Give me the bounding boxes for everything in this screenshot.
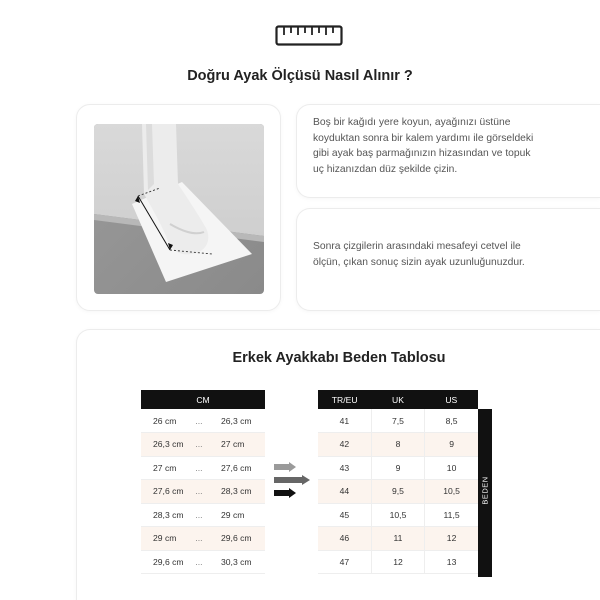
cm-to: 29 cm [207,503,265,527]
size-tr: 45 [318,503,371,527]
cm-from: 26 cm [141,409,191,433]
size-tr: 41 [318,409,371,433]
cm-sep: ... [191,480,207,504]
size-table-card [76,329,600,600]
size-us: 11,5 [425,503,478,527]
cm-from: 29 cm [141,527,191,551]
table-row [141,480,265,504]
table-row [318,480,478,504]
header-tr-eu: TR/EU [318,390,371,409]
cm-sep: ... [191,527,207,551]
size-us: 9 [425,433,478,457]
cm-to: 29,6 cm [207,527,265,551]
size-uk: 7,5 [371,409,424,433]
header-uk: UK [371,390,424,409]
instruction-card-step1 [296,104,600,198]
beden-label-text: BEDEN [480,476,490,505]
foot-measurement-image [94,124,264,294]
table-row [318,503,478,527]
cm-sep: ... [191,433,207,457]
size-uk: 12 [371,550,424,574]
size-uk: 10,5 [371,503,424,527]
table-row [141,409,265,433]
cm-sep: ... [191,409,207,433]
cm-to: 30,3 cm [207,550,265,574]
size-uk: 9,5 [371,480,424,504]
table-row [318,409,478,433]
size-uk: 8 [371,433,424,457]
size-tr: 42 [318,433,371,457]
cm-to: 27,6 cm [207,456,265,480]
instruction-step1-text: Boş bir kağıdı yere koyun, ayağınızı üstüne koyduktan sonra bir kalem yardımı ile görseldeki gibi ayak baş parmağınızın hizasından ve topuk uç hizanızdan düz şekilde çizin. [313,117,534,175]
cm-from: 29,6 cm [141,550,191,574]
instruction-card-step2 [296,208,600,311]
table-row [141,503,265,527]
size-uk: 11 [371,527,424,551]
table-row [141,456,265,480]
table-row [318,550,478,574]
size-us: 13 [425,550,478,574]
beden-side-label [478,409,492,577]
size-tr: 47 [318,550,371,574]
cm-sep: ... [191,503,207,527]
ruler-icon [275,25,343,46]
foot-measure-photo-card [76,104,281,311]
cm-sep: ... [191,550,207,574]
table-row [141,433,265,457]
cm-from: 28,3 cm [141,503,191,527]
table-row [141,527,265,551]
size-uk: 9 [371,456,424,480]
instruction-step2-text: Sonra çizgilerin arasındaki mesafeyi cetvel ile ölçün, çıkan sonuç sizin ayak uzunluğunuzdur. [313,241,525,268]
cm-from: 27 cm [141,456,191,480]
table-row [141,550,265,574]
size-tr: 43 [318,456,371,480]
table-row [318,433,478,457]
size-tr: 46 [318,527,371,551]
table-row [318,527,478,551]
cm-from: 26,3 cm [141,433,191,457]
table-row [318,456,478,480]
size-us: 8,5 [425,409,478,433]
cm-to: 26,3 cm [207,409,265,433]
cm-from: 27,6 cm [141,480,191,504]
size-conversion-table [318,390,478,574]
cm-sep: ... [191,456,207,480]
page-title: Doğru Ayak Ölçüsü Nasıl Alınır ? [187,68,413,84]
cm-header: CM [141,390,265,409]
arrow-right-icon [274,462,316,504]
size-us: 12 [425,527,478,551]
size-us: 10 [425,456,478,480]
size-us: 10,5 [425,480,478,504]
cm-to: 28,3 cm [207,480,265,504]
header-us: US [425,390,478,409]
size-tr: 44 [318,480,371,504]
cm-table [141,390,265,574]
size-table-title: Erkek Ayakkabı Beden Tablosu [232,350,446,366]
cm-to: 27 cm [207,433,265,457]
